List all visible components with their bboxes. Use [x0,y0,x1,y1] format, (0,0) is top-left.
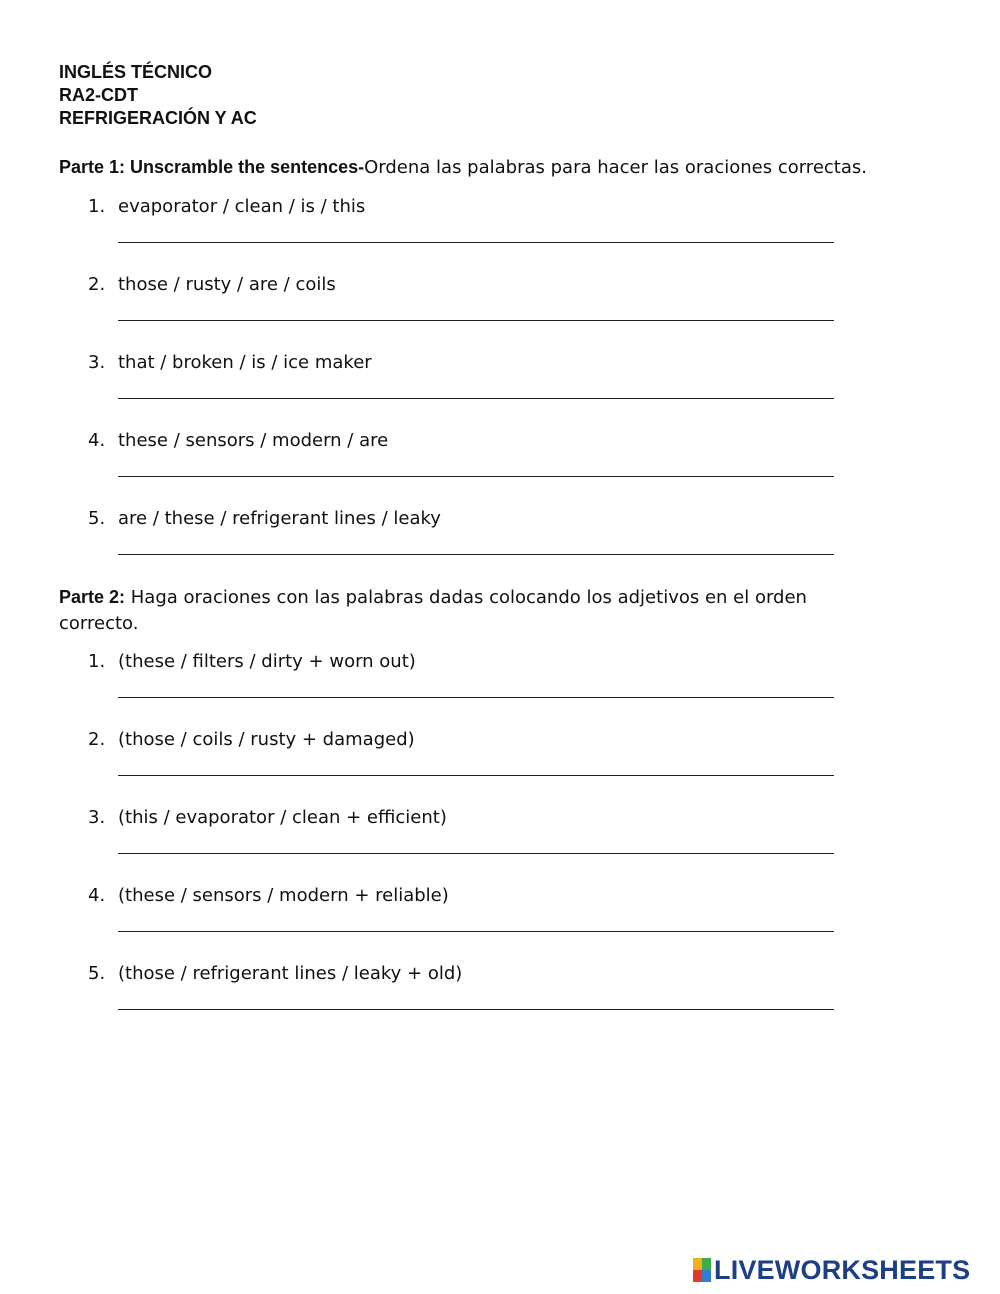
item-number: 2. [88,729,106,750]
item-prompt: are / these / refrigerant lines / leaky [118,508,441,529]
item-prompt: (these / filters / dirty + worn out) [118,651,416,672]
part1-item-1 [0,194,1000,272]
item-number: 5. [88,963,106,984]
logo-square-4 [702,1270,711,1282]
item-prompt: (those / coils / rusty + damaged) [118,729,415,750]
part2-item-2 [0,727,1000,805]
item-number: 3. [88,352,106,373]
logo-square-3 [693,1270,702,1282]
answer-line-input[interactable] [118,1009,834,1010]
answer-line-input[interactable] [118,697,834,698]
item-number: 5. [88,508,106,529]
part2-item-5 [0,961,1000,1039]
part2-instructions [59,584,879,637]
item-prompt: (these / sensors / modern + reliable) [118,885,449,906]
item-prompt: (this / evaporator / clean + efficient) [118,807,447,828]
answer-line-input[interactable] [118,242,834,243]
part2-title-bold: Parte 2: [59,587,126,607]
worksheet-header [59,61,257,130]
answer-line-input[interactable] [118,931,834,932]
course-title: INGLÉS TÉCNICO [59,62,213,82]
course-code: RA2-CDT [59,85,138,105]
part1-title-rest: Ordena las palabras para hacer las oraciones correctas. [364,157,867,178]
item-prompt: those / rusty / are / coils [118,274,336,295]
part1-instructions [59,154,959,181]
item-number: 1. [88,651,106,672]
item-number: 4. [88,885,106,906]
answer-line-input[interactable] [118,775,834,776]
answer-line-input[interactable] [118,476,834,477]
part2-title-rest: Haga oraciones con las palabras dadas colocando los adjetivos en el orden correcto. [59,587,807,634]
item-prompt: (those / refrigerant lines / leaky + old) [118,963,463,984]
answer-line-input[interactable] [118,320,834,321]
part1-item-2 [0,272,1000,350]
part2-item-3 [0,805,1000,883]
part1-item-3 [0,350,1000,428]
item-number: 3. [88,807,106,828]
item-number: 4. [88,430,106,451]
answer-line-input[interactable] [118,554,834,555]
logo-square-2 [702,1258,711,1270]
item-number: 2. [88,274,106,295]
item-number: 1. [88,196,106,217]
liveworksheets-logo[interactable] [693,1255,970,1285]
liveworksheets-logo-icon [693,1258,711,1282]
item-prompt: these / sensors / modern / are [118,430,389,451]
part1-item-4 [0,428,1000,506]
item-prompt: that / broken / is / ice maker [118,352,372,373]
answer-line-input[interactable] [118,398,834,399]
part2-item-1 [0,649,1000,727]
part1-item-5 [0,506,1000,584]
answer-line-input[interactable] [118,853,834,854]
logo-square-1 [693,1258,702,1270]
logo-text: LIVEWORKSHEETS [714,1254,971,1285]
course-subject: REFRIGERACIÓN Y AC [59,108,257,128]
part1-title-bold: Parte 1: Unscramble the sentences- [59,157,365,177]
item-prompt: evaporator / clean / is / this [118,196,366,217]
part2-item-4 [0,883,1000,961]
